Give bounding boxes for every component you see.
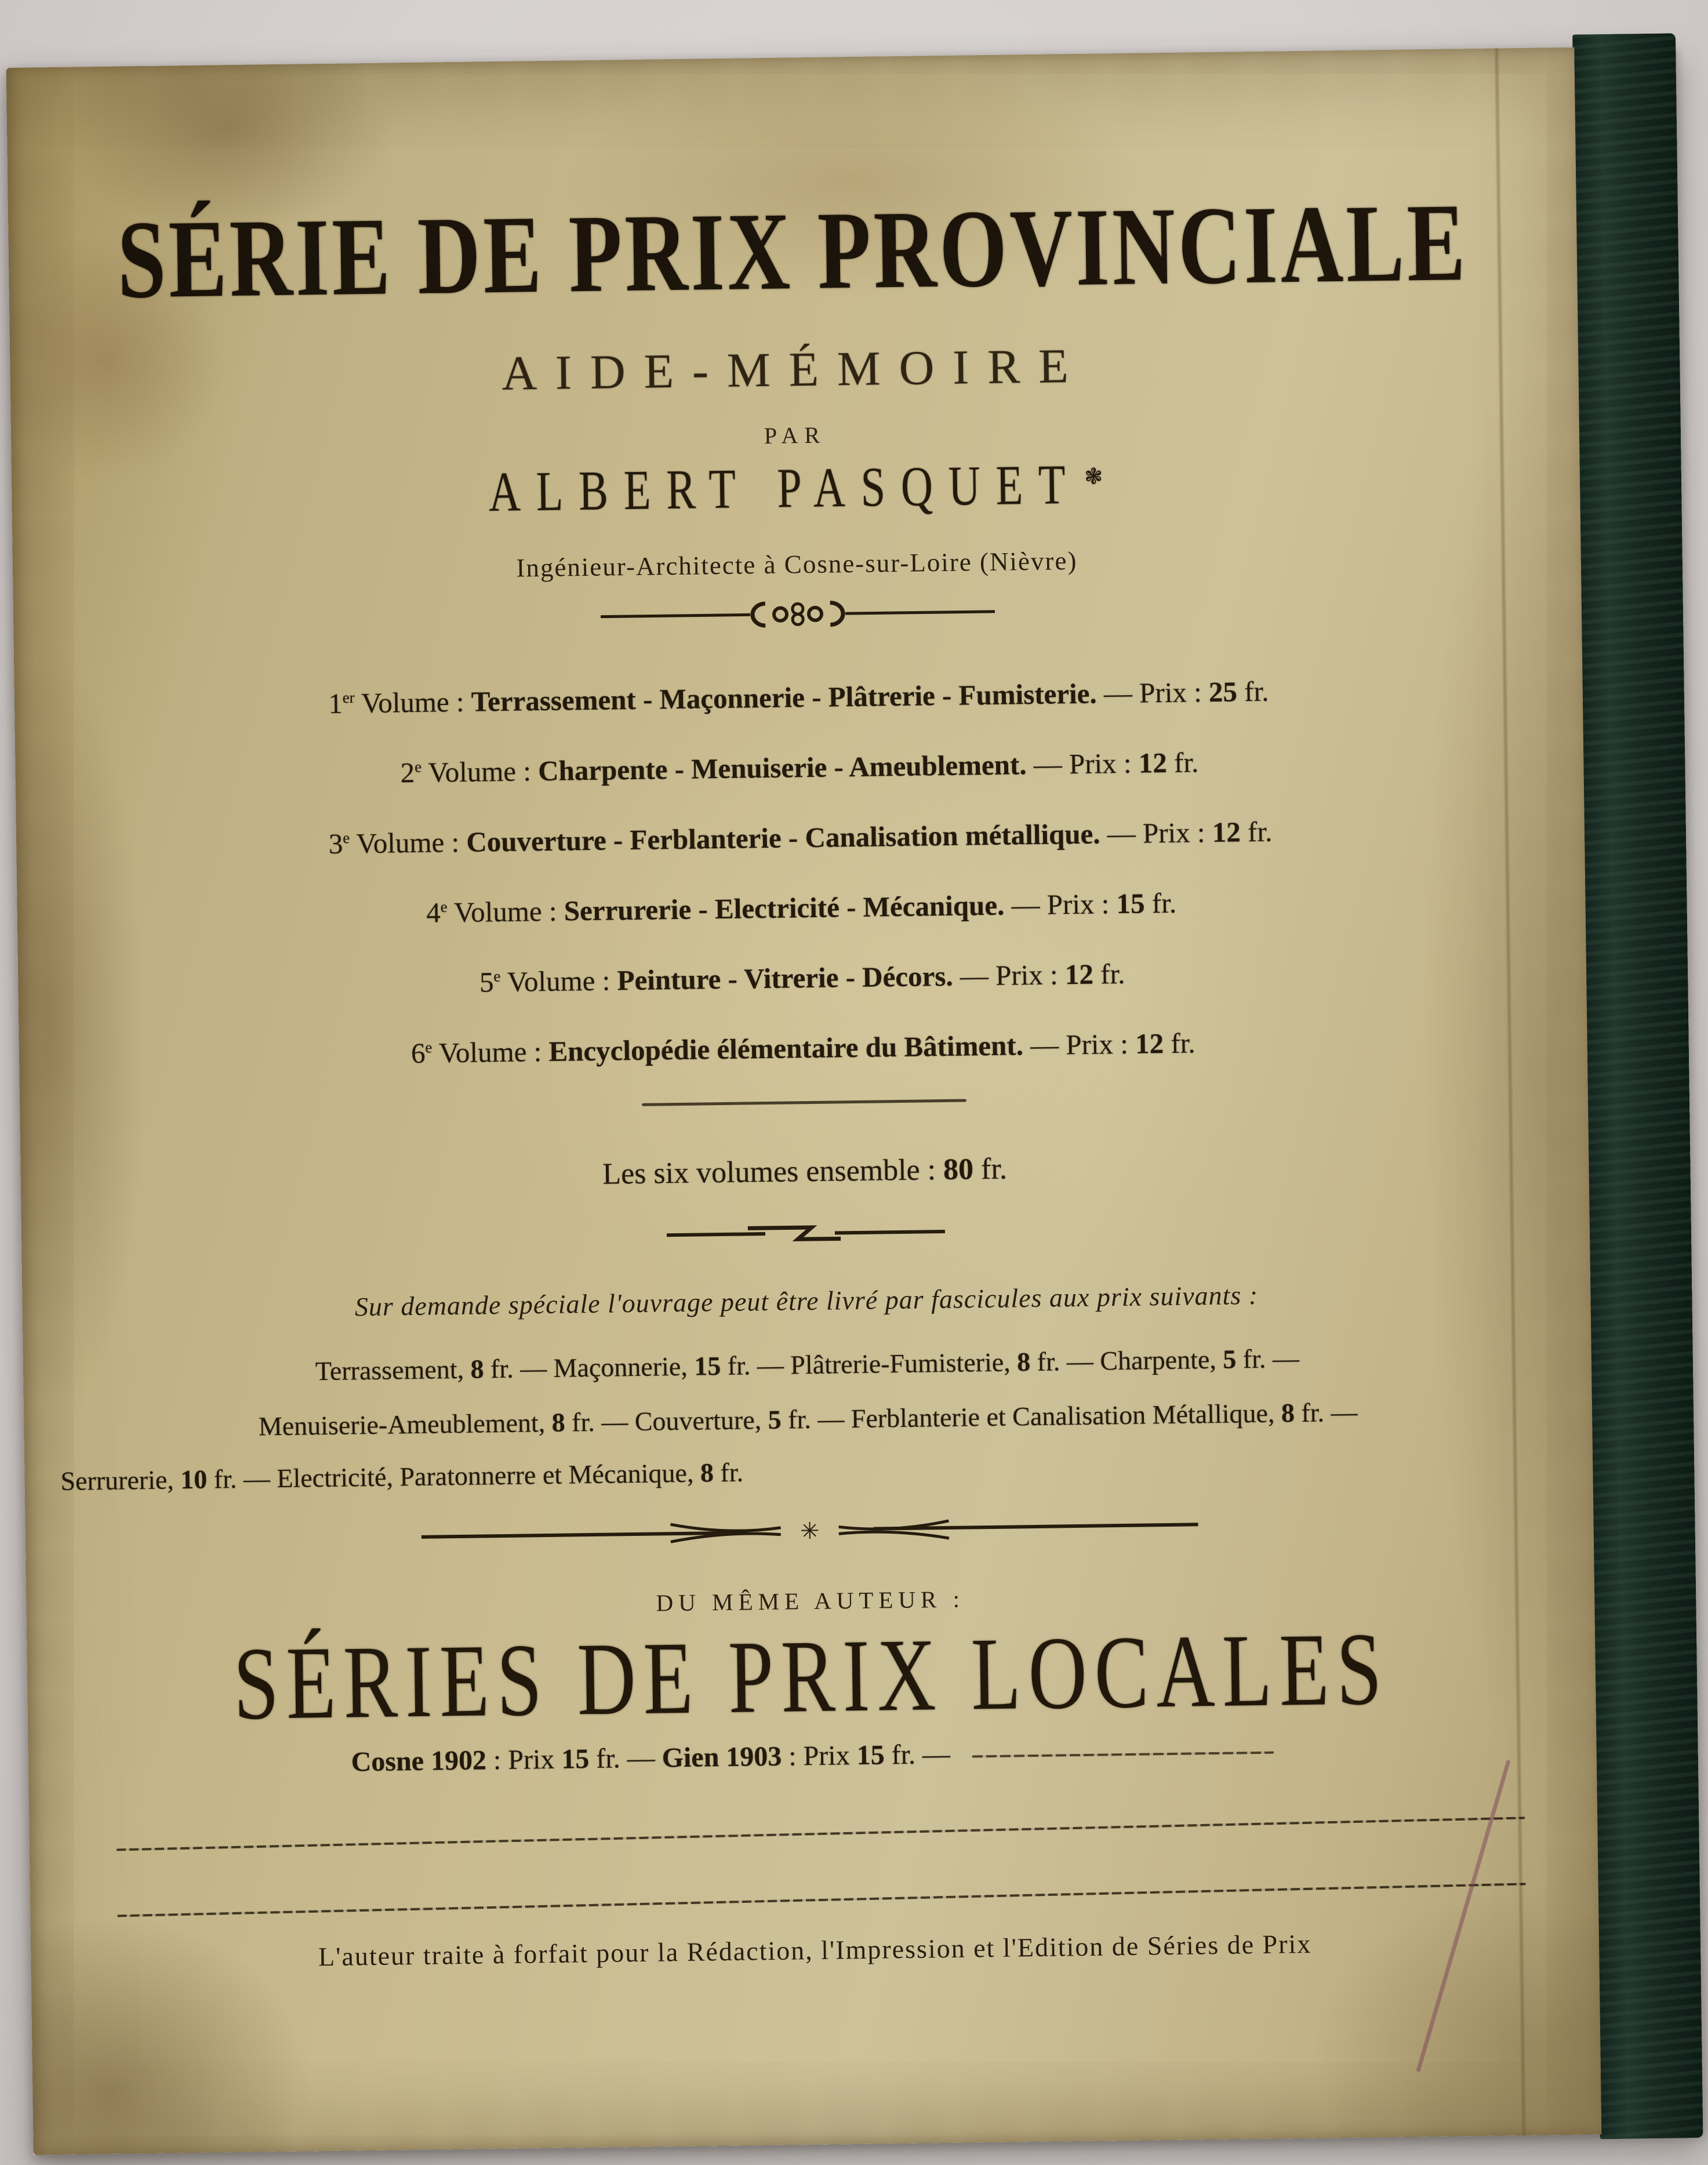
footer-note: L'auteur traite à forfait pour la Rédaction, l'Impression et l'Edition de Séries de Prix (318, 1928, 1312, 1972)
volume-line-5: 5e Volume : Peinture - Vitrerie - Décors. — Prix : 12 fr. (479, 957, 1125, 998)
printed-area (6, 48, 1602, 2155)
byline: PAR (764, 422, 827, 449)
ensemble-price-line: Les six volumes ensemble : 80 fr. (602, 1152, 1008, 1191)
pencil-mark (1416, 1760, 1510, 2073)
svg-text:✳: ✳ (800, 1517, 820, 1545)
volume-line-6: 6e Volume : Encyclopédie élémentaire du Bâtiment. — Prix : 12 fr. (410, 1027, 1195, 1070)
book-cover (6, 48, 1602, 2155)
cover-title-text: SÉRIE DE PRIX PROVINCIALE (117, 180, 1469, 322)
book (6, 46, 1703, 2155)
author-role: Ingénieur-Architecte à Cosne-sur-Loire (Nièvre) (516, 546, 1078, 583)
cover-title (8, 180, 1578, 322)
author-name (12, 453, 1580, 524)
rosette-ornament-icon: ❃ (1084, 464, 1103, 489)
volume-line-3: 3e Volume : Couverture - Ferblanterie - Canalisation métallique. — Prix : 12 fr. (328, 815, 1273, 860)
volume-line-4: 4e Volume : Serrurerie - Electricité - Mécanique. — Prix : 15 fr. (426, 887, 1177, 929)
dotted-rule-1 (117, 1817, 1525, 1851)
fascicules-intro: Sur demande spéciale l'ouvrage peut être livré par fascicules aux prix suivants : (354, 1280, 1259, 1322)
fascicules-line-2: Menuiserie-Ameublement, 8 fr. — Couverture, 5 fr. — Ferblanterie et Canalisation Métallique, 8 fr. — (258, 1397, 1358, 1441)
author-name-text: ALBERT PASQUET (488, 453, 1082, 524)
cover-subtitle: AIDE-MÉMOIRE (501, 339, 1088, 401)
volume-line-1: 1er Volume : Terrassement - Maçonnerie - Plâtrerie - Fumisterie. — Prix : 25 fr. (328, 675, 1269, 720)
scroll-divider-ornament (600, 591, 995, 637)
volume-line-2: 2e Volume : Charpente - Menuiserie - Ameublement. — Prix : 12 fr. (400, 746, 1199, 789)
zigzag-divider-ornament (666, 1214, 945, 1252)
locales-price-line: Cosne 1902 : Prix 15 fr. — Gien 1903 : Prix 15 fr. — (28, 1730, 1597, 1782)
short-rule-divider (642, 1099, 966, 1106)
series-locales-title (27, 1611, 1596, 1742)
fascicules-line-3: Serrurerie, 10 fr. — Electricité, Paratonnerre et Mécanique, 8 fr. (60, 1457, 744, 1496)
fleuron-divider-ornament (421, 1505, 1198, 1556)
fascicules-line-1: Terrassement, 8 fr. — Maçonnerie, 15 fr. — Plâtrerie-Fumisterie, 8 fr. — Charpente, 5 fr. — (315, 1343, 1300, 1386)
same-author-heading: DU MÊME AUTEUR : (656, 1585, 965, 1617)
series-locales-title-text: SÉRIES DE PRIX LOCALES (232, 1611, 1390, 1742)
dotted-rule-2 (117, 1883, 1525, 1917)
